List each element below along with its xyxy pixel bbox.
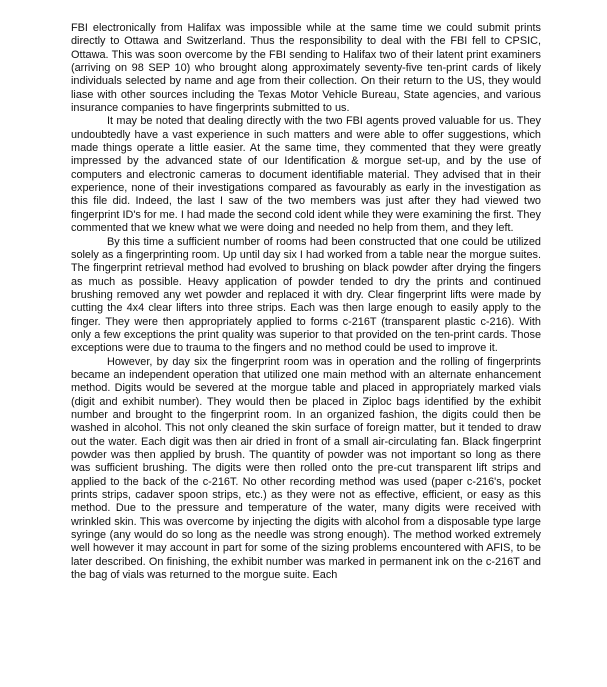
document-page <box>71 22 541 582</box>
paragraph-fbi-halifax: FBI electronically from Halifax was impossible while at the same time we could submit prints directly to Ottawa and Switzerland. Thus the responsibility to deal with the FBI fell to CPSIC, Ottawa. This was soon overcome by the FBI sending to Halifax two of their latent print examiners (arriving on 98 SEP 10) who brought along approximately seventy-five ten-print cards of likely individuals selected by name and age from their collection. On their return to the US, they would liase with other sources including the Texas Motor Vehicle Bureau, State agencies, and various insurance companies to have fingerprints submitted to us. <box>71 22 541 115</box>
paragraph-fbi-agents: It may be noted that dealing directly with the two FBI agents proved valuable for us. They undoubtedly have a vast experience in such matters and were able to offer suggestions, which made things operate a little easier. At the same time, they commented that they were greatly impressed by the advanced state of our Identification & morgue set-up, and by the use of computers and electronic cameras to document identifiable material. They advised that in their experience, none of their investigations compared as favourably as early in the investigation as this file did. Indeed, the last I saw of the two members was just after they had viewed two fingerprint ID's for me. I had made the second cold ident while they were examining the first. They commented that we knew what we were doing and needed no help from them, and they left. <box>71 115 541 235</box>
paragraph-fingerprinting-room: By this time a sufficient number of rooms had been constructed that one could be utilized solely as a fingerprinting room. Up until day six I had worked from a table near the morgue suites. The fingerprint retrieval method had evolved to brushing on black powder after drying the fingers as much as possible. Heavy application of powder tended to dry the prints and continued brushing removed any wet powder and replaced it with dry. Clear fingerprint lifts were made by cutting the 4x4 clear lifters into three strips. Each was then large enough to easily apply to the finger. They were then appropriately applied to forms c-216T (transparent plastic c-216). With only a few exceptions the print quality was superior to that provided on the ten-print cards. Those exceptions were due to trauma to the fingers and no method could be used to improve it. <box>71 235 541 355</box>
paragraph-rolling-method: However, by day six the fingerprint room was in operation and the rolling of fingerprints became an independent operation that utilized one main method with an alternate enhancement method. Digits would be severed at the morgue table and placed in appropriately marked vials (digit and exhibit number). They would then be placed in Ziploc bags identified by the exhibit number and brought to the fingerprint room. In an organized fashion, the digits could then be washed in alcohol. This not only cleaned the skin surface of foreign matter, but it tended to draw out the water. Each digit was then air dried in front of a small air-circulating fan. Black fingerprint powder was then applied by brush. The quantity of powder was not important so long as there was sufficient brushing. The digits were then rolled onto the pre-cut transparent lift strips and applied to the back of the c-216T. No other recording method was used (paper c-216's, pocket prints strips, cadaver spoon strips, etc.) as they were not as effective, efficient, or easy as this method. Due to the pressure and temperature of the water, many digits were received with wrinkled skin. This was overcome by injecting the digits with alcohol from a disposable type large syringe (any would do so long as the needle was strong enough). The method worked extremely well however it may account in part for some of the sizing problems encountered with AFIS, to be later described. On finishing, the exhibit number was marked in permanent ink on the c-216T and the bag of vials was returned to the morgue suite. Each <box>71 355 541 582</box>
